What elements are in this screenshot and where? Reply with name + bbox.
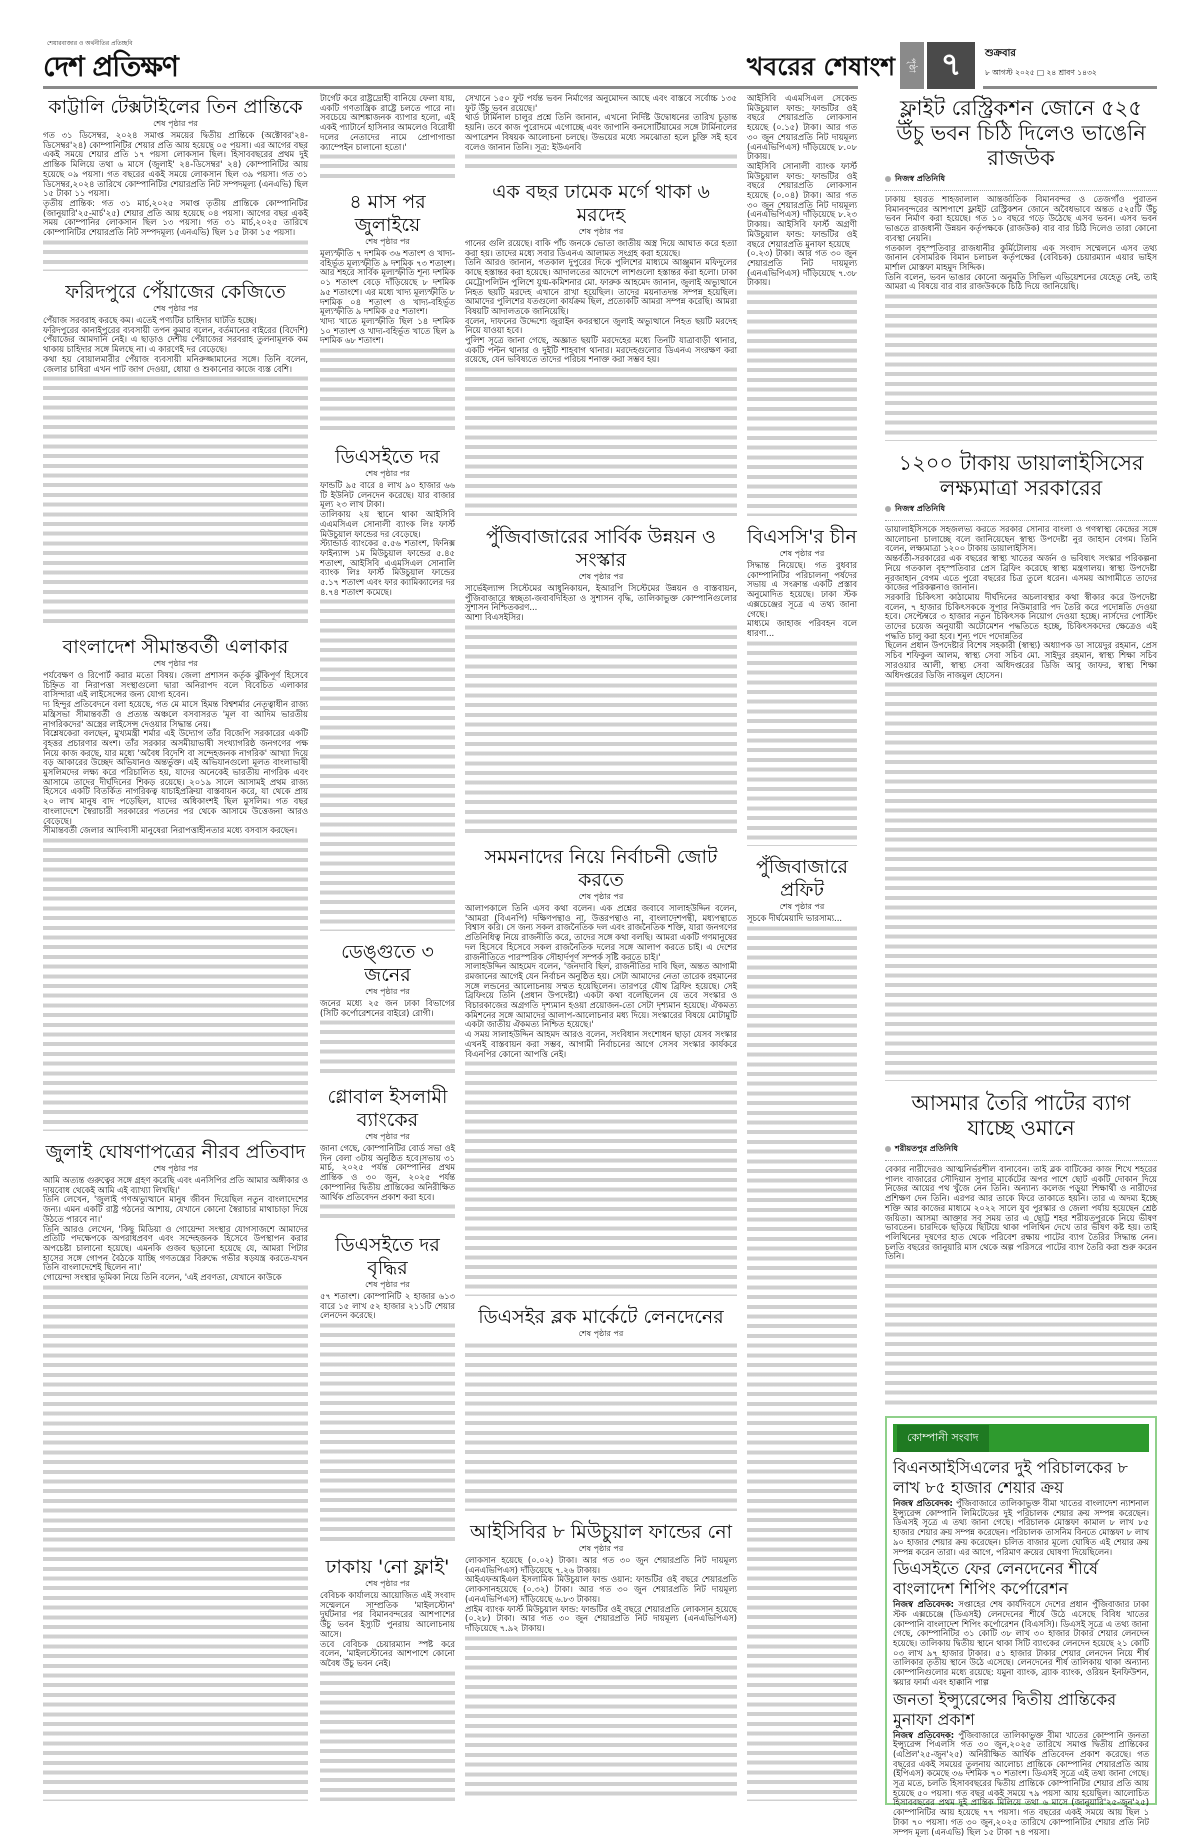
- continued-from-label: শেষ পৃষ্ঠার পর: [153, 659, 198, 668]
- paragraph: থার্ড টার্মিনাল চালুর প্রশ্নে তিনি জানান, এখনো নির্দিষ্ট উদ্বোধনের তারিখ চূড়ান্ত হয়নি। তবে কাজ পুরোদমে এগোচ্ছে এবং জাপানি কনসোর্টিয়ামের সঙ্গে টার্মিনালের অপারেশন বিষয়ক আলোচনা চলছে। উভয়ের মধ্যে সমঝোতা হলে চুক্তি সই হবে বলেও জানান তিনি। সূত্র: ইউএনবি: [465, 112, 737, 152]
- news-story: [465, 840, 737, 1300]
- company-news-text: [893, 1600, 1149, 1687]
- text-lines: [747, 924, 857, 1801]
- paragraph: গোয়েন্দা সংস্থার ভূমিকা নিয়ে তিনি বলেন, 'এই প্রবণতা, যেখানে কাউকে: [43, 1272, 282, 1283]
- headline: ৪ মাস পর জুলাইয়ে: [349, 191, 426, 236]
- tagline: শেয়ারবাজার ও অর্থনীতির প্রতিচ্ছবি: [47, 40, 133, 47]
- paragraph: সার্ভেইল্যান্স সিস্টেমের আধুনিকায়ন, ইআরপি সিস্টেমের উন্নয়ন ও বাস্তবায়ন, পুঁজিবাজারে স্বচ্ছতা-জবাবদিহিতা ও সুশাসন বৃদ্ধি, তালিকাভুক্ত কোম্পানিগুলোর সুশাসন নিশ্চিতকরণ...: [465, 583, 737, 613]
- paragraph: গতকাল বৃহস্পতিবার রাজধানীর কুর্মিটোলায় এক সংবাদ সম্মেলনে এসব তথ্য জানান বেসামরিক বিমান চলাচল কর্তৃপক্ষের (বেবিচক) চেয়ারম্যান এয়ার ভাইস মার্শাল মোস্তফা মাহমুদ সিদ্দিক।: [885, 242, 1157, 272]
- headline: সমমনাদের নিয়ে নির্বাচনী জোট করতে: [484, 846, 718, 891]
- continued-from-label: শেষ পৃষ্ঠার পর: [365, 237, 410, 246]
- paragraph: ঢাকায় হযরত শাহজালাল আন্তর্জাতিক বিমানবন্দর ও তেজগাঁও পুরাতন বিমানবন্দরের আশপাশে ফ্লাইট রেস্ট্রিকশন জোনে অবৈধভাবে অন্তত ৫২৫টি উঁচু ভবন নির্মাণ করা হয়েছে। গত ১০ বছরে গড়ে উঠেছে এসব ভবন। এসব ভবন ভাঙতে রাজধানী উন্নয়ন কর্তৃপক্ষকে (রাজউক) বার বার চিঠি দিলেও তারা কোনো ব্যবস্থা নেয়নি।: [885, 194, 1157, 243]
- headline: বিএসসি'র চীন: [747, 526, 857, 548]
- paragraph: ছিলেন প্রধান উপদেষ্টার বিশেষ সহকারী (স্বাস্থ্য) অধ্যাপক ডা সায়েদুর রহমান, প্রেস সচিব শফিকুল আলম, স্বাস্থ্য সেবা সচিব মো. সাইদুর রহমান, স্বাস্থ্য শিক্ষা সচিব সারওয়ার আলী, স্বাস্থ্য সেবা অধিদপ্তরের ডিজি আবু জাফর, স্বাস্থ্য শিক্ষা অধিদপ্তরের ডিজি নাজমুল হোসেন।: [885, 640, 1157, 680]
- paragraph: তৃতীয় প্রান্তিক: গত ৩১ মার্চ,২০২৫ সমাপ্ত তৃতীয় প্রান্তিকে কোম্পানিটির (জানুয়ারি'২৫-মার্চ'২৫) শেয়ার প্রতি আয় হয়েছে ০৪ পয়সা। আগের বছর একই সময় কোম্পানির লোকসান ছিল ১৩ পয়সা। গত ৩১ মার্চ,২০২৫ তারিখে কোম্পানিটির শেয়ারপ্রতি নিট সম্পদমূল্য (এনএভি) ছিল ১৫ টাকা ১৫ পয়সা।: [43, 197, 308, 238]
- byline: [885, 171, 1157, 191]
- text-lines: [43, 374, 308, 626]
- story-continuation: [320, 90, 455, 185]
- paragraph: বিশ্লেষকেরা বলছেন, মুখ্যমন্ত্রী শর্মার এই উদ্যোগ তাঁর বিজেপি সরকারের একটি বৃহত্তর প্রচারণার অংশ। তাঁর সরকার অসমীয়াভাষী সংখ্যাগরিষ্ঠ জনগণের পক্ষ নিয়ে কাজ করছে, যার মধ্যে 'অবৈধ বিদেশি বা সন্দেহজনক নাগরিক' আখ্যা দিয়ে বড় আকারের উচ্ছেদ অভিযানও অন্তর্ভুক্ত। এই অভিযানগুলো মূলত বাংলাভাষী মুসলিমদের লক্ষ্য করে পরিচালিত হয়, যাদের অনেকেই ভারতীয় নাগরিক এবং আসামে তাদের দীর্ঘদিনের শিকড় রয়েছে। ২০১৯ সালে আসামই প্রথম রাজ্য হিসেবে একটি বিতর্কিত নাগরিকত্ব যাচাইপ্রক্রিয়া বাস্তবায়ন করে, যা থেকে প্রায় ২০ লাখ মানুষ বাদ পড়েছিল, যাদের অধিকাংশই ছিল মুসলিম। গত বছর বাংলাদেশে স্বৈরাচারী সরকারের পতনের পর থেকে আসামে উত্তেজনা আরও বেড়েছে।: [43, 728, 308, 826]
- continued-from-label: শেষ পৃষ্ঠার পর: [153, 1164, 198, 1173]
- text-lines: [465, 1634, 737, 1801]
- paragraph: জনের মধ্যে ২৫ জন ঢাকা বিভাগের (সিটি কর্পোরেশনের বাইরে) রোগী।: [320, 998, 455, 1018]
- paragraph: আইএফআইএল ইসলামিক মিউচুয়াল ফান্ড ওয়ান: ফান্ডটির ওই বছরে শেয়ারপ্রতি লোকসানহয়েছে (০.৩২) টাকা। আর গত ৩০ জুন শেয়ারপ্রতি নিট দায়মূল্য (এনএভিপিএস) দাঁড়িয়েছে ৬.৮৩ টাকায়।: [465, 1574, 737, 1604]
- paragraph: সেখানে ১৫০ ফুট পর্যন্ত ভবন নির্মাণের অনুমোদন আছে এবং বাস্তবে সর্বোচ্চ ১৩৫ ফুট উঁচু ভবন রয়েছে।': [465, 93, 737, 113]
- paragraph: অন্তর্বর্তী-সরকারের এক বছরের স্বাস্থ্য খাতের অর্জন ও ভবিষ্যৎ সংস্কার পরিকল্পনা নিয়ে গতকাল বৃহস্পতিবার প্রেস ব্রিফিং করেছে স্বাস্থ্য মন্ত্রণালয়। স্বাস্থ্য উপদেষ্টা নূরজাহান বেগম এতে পুরো বছরের চিত্র তুলে ধরেন। এসময় আগামীতে তাদের কাজের পরিকল্পনাও জানান।: [885, 553, 1157, 593]
- paragraph: প্রাইম ব্যাংক ফার্স্ট মিউচুয়াল ফান্ড: ফান্ডটির ওই বছরে শেয়ারপ্রতি লোকসান হয়েছে (০.২৮) টাকা। আর গত ৩০ জুন শেয়ারপ্রতি নিট দায়মূল্য (এনএভিপিএস) দাঁড়িয়েছে ৭.৯২ টাকায়।: [465, 1603, 737, 1633]
- news-body: পুঁজিবাজারে তালিকাভুক্ত বীমা খাতের কোম্পানি জনতা ইন্স্যুরেন্স পিএলসি গত ৩০ জুন,২০২৫ তারিখে সমাপ্ত দ্বিতীয় প্রান্তিকের (এপ্রিল'২৫-জুন'২৫) অনিরীক্ষিত আর্থিক প্রতিবেদন প্রকাশ করেছে। গত বছরের একই সময়ের তুলনায় আলোচ্য প্রান্তিকে কোম্পানির শেয়ারপ্রতি আয় (ইপিএস) কমেছে ৩৬ দশমিক ৭০ শতাংশ। ডিএসই সূত্রে এই তথ্য জানা গেছে। সূত্র মতে, চলতি হিসাববছরের দ্বিতীয় প্রান্তিকে কোম্পানিটির শেয়ার প্রতি আয় হয়েছে ৫০ পয়সা। গত বছর একই সময়ে ৭৯ পয়সা আয় হয়েছিল। আলোচিত হিসাববছরের প্রথম দুই প্রান্তিক মিলিয়ে তথা ৬ মাসে (জানুয়ারি'২৫-জুন'২৫) কোম্পানিটির আয় হয়েছে ৭৭ পয়সা। গত বছরের একই সময়ে আয় ছিল ১ টাকা ৭০ পয়সা। গত ৩০ জুন,২০২৫ তারিখে কোম্পানিটির শেয়ার প্রতি নিট সম্পদ মূল্য (এনএভি) ছিল ১৫ টাকা ৭৪ পয়সা।: [893, 1729, 1150, 1837]
- continued-from-label: শেষ পৃষ্ঠার পর: [779, 549, 825, 558]
- paragraph: তিনি বলেন, ভবন ভাঙার কোনো অনুমতি সিভিল এভিয়েশনের যেহেতু নেই, তাই আমরা এ বিষয়ে বার বার রাজউককে চিঠি দিয়ে জানিয়েছি।: [885, 271, 1157, 292]
- headline: বাংলাদেশ সীমান্তবর্তী এলাকার: [62, 636, 289, 658]
- paragraph: জানা গেছে, কোম্পানিটির বোর্ড সভা ওই দিন বেলা ৩টায় অনুষ্ঠিত হবে।সভায় ৩১ মার্চ, ২০২৫ পর্যন্ত কোম্পানির প্রথম প্রান্তিক ও ৩০ জুন, ২০২৫ পর্যন্ত কোম্পানির দ্বিতীয় প্রান্তিকের অনিরীক্ষিত আর্থিক প্রতিবেদন প্রকাশ করা হবে।: [320, 1143, 455, 1202]
- text-lines: [320, 1321, 455, 1546]
- header-rule: [43, 86, 858, 89]
- headline: ডিএসইতে দর: [335, 446, 440, 468]
- section-title: খবরের শেষাংশ: [746, 52, 895, 81]
- column-5: [885, 90, 1157, 1837]
- bullet-icon: [885, 506, 891, 512]
- story-continuation: [747, 90, 857, 520]
- continued-from-label: শেষ পৃষ্ঠার পর: [578, 1329, 624, 1338]
- text-lines: [320, 1018, 455, 1076]
- news-story: [465, 520, 737, 840]
- paragraph: আমি অত্যন্ত গুরুত্বের সঙ্গে গ্রহণ করেছি এবং এনসিপির প্রতি আমার অঙ্গীকার ও দায়বোধ থেকেই আমি এই ব্যাখ্যা লিখছি।': [43, 1175, 308, 1195]
- text-lines: [43, 238, 308, 271]
- continued-from-label: শেষ পৃষ্ঠার পর: [365, 987, 410, 996]
- text-lines: [465, 152, 737, 171]
- company-news-header: [893, 1424, 1149, 1452]
- text-lines: [320, 1202, 455, 1224]
- paragraph: বেবিচক কার্যালয়ে আয়োজিত এই সংবাদ সম্মেলনে সাম্প্রতিক 'মাইলস্টোন' দুর্ঘটনার পর বিমানবন্দরের আশপাশের উঁচু ভবন ইস্যুটি পুনরায় আলোচনায় আসে।: [320, 1590, 455, 1639]
- headline: গ্লোবাল ইসলামী ব্যাংকের: [327, 1086, 448, 1131]
- byline-text: শরীয়তপুর প্রতিনিধি: [895, 1144, 958, 1153]
- reporter-label: নিজস্ব প্রতিবেদক:: [893, 1599, 955, 1610]
- bullet-icon: [885, 176, 891, 182]
- byline: [885, 501, 1157, 521]
- newspaper-logo: দেশ প্রতিক্ষণ: [43, 50, 178, 83]
- paragraph: টার্গেট করে রাষ্ট্রদ্রোহী বানিয়ে ফেলা যায়, একটি গণতান্ত্রিক রাষ্ট্রে চলতে পারে না। সবচেয়ে আশঙ্কাজনক ব্যাপার হলো, এই একই প্যাটার্নে হাসিনার আমলেও বিরোধী দলের নেতাদের নামে প্রোপাগান্ডা ক্যাম্পেইন চালানো হতো।': [320, 93, 455, 152]
- text-lines: [320, 346, 455, 436]
- headline: ১২০০ টাকায় ডায়ালাইসিসের লক্ষ্যমাত্রা সরকারের: [898, 451, 1144, 500]
- paragraph: সিদ্ধান্ত নিয়েছে। গত বুধবার কোম্পানিটির পরিচালনা পর্ষদের সভায় এ সংক্রান্ত একটি প্রস্তাব অনুমোদিত হয়েছে। ঢাকা স্টক এক্সচেঞ্জের সূত্রে এ তথ্য জানা গেছে।: [747, 560, 857, 619]
- paragraph: ডায়ালাইসিসকে সহজলভ্য করতে সরকার সোনার বাংলা ও গণস্বাস্থ্য কেন্দ্রের সঙ্গে আলোচনা চালাচ্ছে বলে জানিয়েছেন স্বাস্থ্য উপদেষ্টা নুর জাহান বেগম। তিনি বলেন, লক্ষ্যমাত্রা ১২০০ টাকায় ডায়ালাইসিস।: [885, 524, 1157, 554]
- paragraph: তালিকায় ২য় স্থানে থাকা আইসিবি এএমসিএল সোনালী ব্যাংক লিঃ ফার্স্ট মিউচুয়াল ফান্ডের দর বেড়েছে।: [320, 509, 455, 539]
- header-rule: [983, 86, 1157, 89]
- paragraph: আলাপকালে তিনি এসব কথা বলেন। এক প্রশ্নের জবাবে সালাহউদ্দিন বলেন, 'আমরা (বিএনপি) দক্ষিণপন্থাও না, উত্তরপন্থাও না, বাংলাদেশপন্থী, মধ্যপন্থাতে বিশ্বাস করি। সে জন্য সকল রাজনৈতিক দল এবং রাজনৈতিক শক্তি, যারা জনগণের প্রতিনিধিত্ব নিয়ে রাজনীতি করে, তাদের সঙ্গে কথা বলছি। আমরা একটি গণমানুষের দল হিসেবে হিসেবে সকল রাজনৈতিক দলের সঙ্গে আলাপ করতে চাই। এ দেশের রাজনীতিতে পারস্পরিক সৌহার্দপূর্ণ সম্পর্ক সৃষ্টি করতে চাই।': [465, 903, 737, 962]
- news-story: [43, 275, 308, 630]
- paragraph: পর্যবেক্ষণ ও রিপোর্ট করার মতো বিষয়। জেলা প্রশাসন কর্তৃক ঝুঁকিপূর্ণ হিসেবে চিহ্নিত বা নিরাপত্তা সংস্থাগুলো দ্বারা অনিরাপদ বলে বিবেচিত এলাকার বাসিন্দারা এই লাইসেন্সের জন্য যোগ্য হবেন।: [43, 670, 308, 700]
- continued-from-label: শেষ পৃষ্ঠার পর: [365, 469, 410, 478]
- paragraph: পুলিশ সূত্রে জানা গেছে, অজ্ঞাত ছয়টি মরদেহের মধ্যে তিনটি যাত্রাবাড়ী থানার, একটি পল্টন থানার ও দুইটি শাহবাগ থানার। মরদেহগুলোর ডিএনএ সংরক্ষণ করা রয়েছে, যেন ভবিষ্যতে তাদের পরিচয় শনাক্ত করা সম্ভব হয়।: [465, 335, 737, 365]
- company-news-title: কোম্পানী সংবাদ: [897, 1425, 989, 1452]
- continued-from-label: শেষ পৃষ্ঠার পর: [578, 227, 624, 236]
- paragraph: খাদ্য খাতে মূল্যস্ফীতি ছিল ১৪ দশমিক ১০ শতাংশ ও খাদ্য-বহির্ভূত খাতে ছিল ৯ দশমিক ৬৮ শতাংশ।: [320, 315, 455, 346]
- news-story: [747, 520, 857, 850]
- reporter-label: নিজস্ব প্রতিবেদক:: [893, 1498, 953, 1508]
- text-lines: [885, 1262, 1157, 1406]
- paragraph: তিনি আরও লেখেন, 'কিছু মিডিয়া ও গোয়েন্দা সংস্থার যোগসাজশে আমাদের প্রতিটি পদক্ষেপকে অপরাধপ্রবণ এবং সন্দেহজনক হিসেবে উপস্থাপন করার অপচেষ্টা চালানো হয়েছে। এমনকি গুজব ছড়ানো হয়েছে যে, আমরা পিটার হাসের সঙ্গে গোপন বৈঠকে যাচ্ছি গণতন্ত্রের বিরুদ্ধে গভীর ষড়যন্ত্র করতে-যখন তিনি বাংলাদেশেই ছিলেন না।': [43, 1223, 308, 1273]
- text-lines: [747, 639, 857, 846]
- paragraph: সালাহউদ্দিন আহমেদ বলেন, 'জনদাবি ছিল, রাজনীতির দাবি ছিল, অন্তত আগামী রমজানের আগেই যেন নির্বাচন অনুষ্ঠিত হয়। সেটা আমাদের নেতা তারেক রহমানের সঙ্গে লন্ডনের আলোচনায় সম্মত হয়েছিলেন। তারপরে যৌথ ব্রিফিং হয়েছে। সেই ব্রিফিংয়ে তিনি (প্রধান উপদেষ্টা) একটা কথা বলেছিলেন যে তবে সংস্কার ও বিচারকাজের অগ্রগতি দৃশ্যমান হওয়া প্রয়োজন-তো সেটা দৃশ্যমান হয়েছে। ঐকমত্য কমিশনের সঙ্গে আমাদের আলাপ-আলোচনার মধ্য দিয়ে। সংস্কারের বিষয়ে মোটামুটি একটা জাতীয় ঐকমত্য নিশ্চিত হয়েছে।': [465, 961, 737, 1030]
- news-body: সপ্তাহের শেষ কার্যদিবসে দেশের প্রধান পুঁজিবাজার ঢাকা স্টক এক্সচেঞ্জে (ডিএসই) লেনদেনের শীর্ষে উঠে এসেছে বিবিধ খাতের কোম্পানি বাংলাদেশ শিপিং কর্পোরেশন (বিএসসি)। ডিএসই সূত্রে এ তথ্য জানা গেছে, কোম্পানিটির ৩১ কোটি ৩৮ লাখ ৩০ হাজার টাকার শেয়ার লেনদেন হয়েছে। তালিকায় দ্বিতীয় স্থানে থাকা সিটি ব্যাংকের লেনদেন হয়েছে ২১ কোটি ০৩ লাখ ৯৭ হাজার টাকার। ৫১ হাজার টাকার শেয়ার লেনদেন নিয়ে শীর্ষ তালিকার তৃতীয় স্থানে উঠে এসেছে। লেনদেনের শীর্ষ তালিকায় থাকা অন্যান্য কোম্পানিগুলোর মধ্যে রয়েছে: যমুনা ব্যাংক, ব্র্যাক ব্যাংক, ওরিয়ন ইনফিউশন, স্কয়ার ফার্মা এবং হাক্কানি পাল্প: [893, 1599, 1149, 1687]
- paragraph: সূচকে দীর্ঘমেয়াদি ভারসাম্য...: [747, 913, 843, 923]
- headline: পুঁজিবাজারে প্রফিট: [755, 856, 848, 901]
- headline: এক বছর ঢামেক মর্গে থাকা ৬ মরদেহ: [492, 181, 710, 226]
- headline: আইসিবির ৮ মিউচুয়াল ফান্ডের নো: [469, 1521, 733, 1543]
- continued-from-label: শেষ পৃষ্ঠার পর: [365, 1280, 410, 1289]
- story-continuation: [465, 90, 737, 175]
- continued-from-label: শেষ পৃষ্ঠার পর: [578, 1544, 624, 1553]
- column-4: [747, 90, 857, 1805]
- news-story: [320, 185, 455, 440]
- text-lines: [465, 1059, 737, 1296]
- headline: কাট্টালি টেক্সটাইলের তিন প্রান্তিকে: [48, 96, 303, 118]
- text-lines: [885, 292, 1157, 441]
- byline: [885, 1141, 1157, 1161]
- paragraph: এ সময় সালাহউদ্দিন আহমদ আরও বলেন, সংবিধান সংশোধন ছাড়া যেসব সংস্কার এখনই বাস্তবায়ন করা সম্ভব, আগামী নির্বাচনের আগে সেসব সংস্কার কার্যকরে বিএনপির কোনো আপত্তি নেই।: [465, 1029, 737, 1059]
- paragraph: ফান্ডটি ৯৫ বারে ৪ লাখ ৯০ হাজার ৬৬ টি ইউনিট লেনদেন করেছে। যার বাজার মূল্য ২৩ লাখ টাকা।: [320, 480, 455, 510]
- paragraph: কথা হয় বোয়ালমারীর পেঁয়াজ ব্যবসায়ী মনিরুজ্জামানের সঙ্গে। তিনি বলেন, জেলার চাষিরা এখন পাট জাগ দেওয়া, ধোয়া ও শুকানোর কাজে ব্যস্ত বেশি।: [43, 353, 308, 374]
- news-story: [320, 1228, 455, 1550]
- text-lines: [43, 1283, 308, 1801]
- text-lines: [320, 597, 455, 931]
- continued-from-label: শেষ পৃষ্ঠার পর: [578, 892, 624, 901]
- news-story: [43, 1135, 308, 1805]
- text-lines: [465, 1341, 737, 1511]
- company-news-box: [885, 1416, 1157, 1837]
- news-story: [465, 1515, 737, 1805]
- paragraph: গানের গুলি রয়েছে। বাকি পাঁচ জনকে ভোতা জাতীয় অস্ত্র দিয়ে আঘাত করে হত্যা করা হয়। তাদের মধ্যে সবার ডিএনএ আলামত সংগ্রহ করা হয়েছে।: [465, 238, 737, 258]
- paragraph: সীমান্তবর্তী জেলার আদিবাসী মানুষেরা নিরাপত্তাহীনতার মধ্যে বসবাস করছেন।: [43, 825, 298, 836]
- paragraph: তবে বেবিচক চেয়ারম্যান স্পষ্ট করে বলেন, 'মাইলস্টোনের আশপাশে কোনো অবৈধ উঁচু ভবন নেই।: [320, 1638, 455, 1668]
- news-story: [43, 630, 308, 1135]
- paragraph: স্ট্যান্ডার্ড ব্যাংকের ৫.৫৬ শতাংশ, ফিনিক্স ফাইন্যান্স ১ম মিউচুয়াল ফান্ডের ৫.৪৫ শতাংশ, আইসিবি এএমসিএল সোনালি ব্যাংক লিঃ ফার্স্ট মিউচুয়াল ফান্ডের ৫.১৭ শতাংশ এবং ফার ক্যামিক্যালের দর ৪.৭৪ শতাংশ কমেছে।: [320, 538, 455, 597]
- headline: ডিএসইর ব্লক মার্কেটে লেনদেনের: [478, 1306, 724, 1328]
- paragraph: আইসিবি সোনালী ব্যাংক ফার্স্ট মিউচুয়াল ফান্ড: ফান্ডটির ওই বছরে শেয়ারপ্রতি লোকসান হয়েছে (০.০৪) টাকা। আর গত ৩০ জুন শেয়ারপ্রতি নিট দায়মূল্য (এনএভিপিএস) দাঁড়িয়েছে ৮.২৩ টাকায়। আইসিবি ফার্স্ট অগ্রণী মিউচুয়াল ফান্ড: ফান্ডটির ওই বছরে শেয়ারপ্রতি মুনাফা হয়েছে: [747, 160, 857, 249]
- company-news-headline: জনতা ইন্স্যুরেন্সের দ্বিতীয় প্রান্তিকের মুনাফা প্রকাশ: [893, 1689, 1117, 1729]
- continued-from-label: শেষ পৃষ্ঠার পর: [153, 119, 198, 128]
- news-story: [465, 1300, 737, 1515]
- page-label: পৃষ্ঠা: [900, 42, 924, 89]
- column-3: [465, 90, 737, 1805]
- masthead: [43, 40, 1157, 90]
- text-lines: [43, 836, 308, 1131]
- company-news-headline: ডিএসইতে ফের লেনদেনের শীর্ষে বাংলাদেশ শিপিং কর্পোরেশন: [893, 1559, 1098, 1599]
- news-story: [320, 440, 455, 935]
- news-story: [885, 90, 1157, 445]
- paragraph: বলেন, দাফনের উদ্দেশ্যে জুরাইন কবরস্থানে জুলাই অভ্যুত্থানে নিহত ছয়টি মরদেহ নিয়ে যাওয়া হবে।: [465, 315, 737, 336]
- headline: পুঁজিবাজারের সার্বিক উন্নয়ন ও সংস্কার: [485, 526, 717, 571]
- headline: ডিএসইতে দর বৃদ্ধির: [335, 1234, 440, 1279]
- page-number: ৭: [927, 42, 975, 89]
- paragraph: মাধ্যমে জাহাজ পরিবহন বলে ধারণা...: [747, 618, 857, 638]
- news-story: [320, 1550, 455, 1805]
- paragraph: গত ৩১ ডিসেম্বর, ২০২৪ সমাপ্ত সময়ের দ্বিতীয় প্রান্তিকে (অক্টোবর'২৪-ডিসেম্বর'২৪) কোম্পানিটির শেয়ার প্রতি আয় হয়েছে ০৫ পয়সা। এর আগের বছর একই সময়ে শেয়ার প্রতি ১৭ পয়সা লোকসান ছিল। হিসাববছরের প্রথম দুই প্রান্তিক মিলিয়ে তথা ৬ মাসে (জুলাই' ২৪-ডিসেম্বর' ২৪) কোম্পানিটির আয় হয়েছে ০৯ পয়সা। গত বছরের একই সময়ে লোকসান ছিল ৩৯ পয়সা। গত ৩১ ডিসেম্বর,২০২৪ তারিখে কোম্পানিটির শেয়ারপ্রতি নিট সম্পদমূল্য (এনএভি) ছিল ১৫ টাকা ১১ পয়সা।: [43, 130, 308, 199]
- headline: ফরিদপুরে পেঁয়াজের কেজিতে: [65, 281, 286, 303]
- headline: ঢাকায় 'নো ফ্লাই': [325, 1556, 450, 1578]
- headline: ডেঙ্গুতে ৩ জনের: [341, 941, 434, 986]
- continued-from-label: শেষ পৃষ্ঠার পর: [365, 1579, 410, 1588]
- paragraph: তিনি লেখেন, 'জুলাই গণঅভ্যুত্থানে মানুষ জীবন দিয়েছিল নতুন বাংলাদেশের জন্য। এমন একটি রাষ্ট্র গঠনের আশায়, যেখানে কোনো স্বৈরাচার মাথাচাড়া দিয়ে উঠতে পারবে না।': [43, 1194, 308, 1224]
- paragraph: সরকারি চিকিৎসা কাঠামোয় দীর্ঘদিনের অচলাবস্থার কথা স্বীকার করে উপদেষ্টা বলেন, ৭ হাজার চিকিৎসককে সুপার নিউমারারি পদ তৈরি করে পদোন্নতি দেওয়া হবে। সেপ্টেম্বরে ৩ হাজার নতুন চিকিৎসক নিয়োগ দেওয়া হচ্ছে। নার্সদের পোস্টিং তাদের চয়েজ অনুযায়ী অটোমেশন পদ্ধতিতে হচ্ছে, চিকিৎসকদের ক্ষেত্রেও এই পদ্ধতি চালু করা হবে। শূন্য পদে পদোন্নতির: [885, 591, 1157, 641]
- text-lines: [885, 680, 1157, 1081]
- paragraph: আইসিবি এএমসিএল সেকেন্ড মিউচুয়াল ফান্ড: ফান্ডটির ওই বছরে শেয়ারপ্রতি লোকসান হয়েছে (০.১৫) টাকা। আর গত ৩০ জুন শেয়ারপ্রতি নিট দায়মূল্য (এনএভিপিএস) দাঁড়িয়েছে ৮.০৮ টাকায়।: [747, 93, 857, 162]
- company-news-headline: বিএনআইসিএলের দুই পরিচালকের ৮ লাখ ৮৫ হাজার শেয়ার ক্রয়: [893, 1458, 1128, 1497]
- bullet-icon: [885, 1146, 891, 1152]
- continued-from-label: শেষ পৃষ্ঠার পর: [365, 1132, 410, 1141]
- text-lines: [465, 365, 737, 516]
- paragraph: (০.২৩) টাকা। আর গত ৩০ জুন শেয়ারপ্রতি নিট দায়মূল্য (এনএভিপিএস) দাঁড়িয়েছে ৭.৩৮ টাকায়।: [747, 248, 857, 288]
- paragraph: বেকার নারীদেরও আত্মনির্ভরশীল বানাবেন। তাই ব্লক বাটিকের কাজ শিখে শহরের পালং বাজারের সৌদিয়ান সুপার মার্কেটের অপর পাশে ছোট একটি দোকান দিয়ে নিজের আয়ের পথ খুঁজে নেন তিনি। অন্যান্য কলেজ পড়ুয়া শিক্ষার্থী ও নারীদের প্রশিক্ষণ দেন তিনি। এরপর আর তাকে ফিরে তাকাতে হয়নি। তার এ অদম্য ইচ্ছে শক্তি আর কাজের মাধ্যমে ২০২২ সালে যুব পুরস্কার ও জেলা পর্যায় হয়েছেন শ্রেষ্ঠ জয়িতা। আসমা আক্তার সব সময় তার এ ছোট্ট শহর শরীয়তপুরকে নিয়ে ভীষণ ভাবতেন। চারদিকে ছড়িয়ে ছিটিয়ে থাকা পলিথিন দেখে তার ভীষণ কষ্ট হয়। তাই পলিথিনের দূষণের হাত থেকে পরিবেশ রক্ষায় পাটের ব্যাগ তৈরির সিদ্ধান্ত নেন। চলতি বছরের জানুয়ারি মাস থেকে অল্প পরিসরে পাটের ব্যাগ তৈরি করা শুরু করেন তিনি।: [885, 1164, 1157, 1262]
- byline-text: নিজস্ব প্রতিনিধি: [895, 174, 945, 183]
- text-lines: [320, 1669, 455, 1801]
- paragraph: দ্য হিন্দুর প্রতিবেদনে বলা হয়েছে, গত মে মাসে হিমন্ত বিশ্বশর্মার নেতৃত্বাধীন রাজ্য মন্ত্রিসভা সীমান্তবর্তী ও প্রত্যন্ত অঞ্চলে বসবাসরত 'মূল বা আদিম ভারতীয় নাগরিকদের' অস্ত্রের লাইসেন্স দেওয়ার সিদ্ধান্ত নেয়।: [43, 699, 308, 729]
- paragraph: লোকসান হয়েছে (০.০২) টাকা। আর গত ৩০ জুন শেয়ারপ্রতি নিট দায়মূল্য (এনএভিপিএস) দাঁড়িয়েছে ৭.২৬ টাকায়।: [465, 1555, 737, 1575]
- headline: আসমার তৈরি পাটের ব্যাগ যাচ্ছে ওমানে: [911, 1091, 1131, 1140]
- paragraph: তিনি আরও জানান, গতকাল দুপুরের দিকে পুলিশের মাধ্যমে আঞ্জুমান মফিদুলের কাছে হস্তান্তর করা হয়েছে। আদালতের আদেশে লাশগুলো হস্তান্তর করা হলো। ঢাকা মেট্রোপলিটন পুলিশে যুগ্ম-কমিশনার মো. ফারুক আহমেদ জানান, জুলাই অভ্যুত্থানে নিহত ছয়টি মরদেহ এখানে রাখা হয়েছিল। তাদের ময়নাতদন্ত সম্পন্ন হয়েছিল। আমাদের পুলিশের যতগুলো কার্যক্রম ছিল, প্রত্যেকটি আমরা সম্পন্ন করেছি। আমরা বিষয়টি আদালতকে জানিয়েছি।: [465, 257, 737, 316]
- news-story: [885, 445, 1157, 1085]
- news-story: [747, 850, 857, 1805]
- paragraph: ফরিদপুরের কানাইপুরের ব্যবসায়ী তপন কুমার বলেন, বর্তমানের বাইরের (বিদেশি) পেঁয়াজের আমদানি নেই। এ ছাড়াও দেশীয় পেঁয়াজের সরবরাহ তুলনামূলক কম থাকায় চাহিদার সঙ্গে মিলছে না। এ কারণেই দর বেড়েছে।: [43, 324, 308, 355]
- headline: ফ্লাইট রেস্ট্রিকশন জোনে ৫২৫ উঁচু ভবন চিঠি দিলেও ভাঙেনি রাজউক: [896, 96, 1146, 170]
- continued-from-label: শেষ পৃষ্ঠার পর: [779, 902, 825, 911]
- paragraph: আশা বিএসইসির।: [465, 612, 524, 623]
- headline: জুলাই ঘোষণাপত্রের নীরব প্রতিবাদ: [45, 1141, 306, 1163]
- news-story: [885, 1085, 1157, 1410]
- company-news-text: [893, 1731, 1149, 1838]
- column-2: [320, 90, 455, 1805]
- byline-text: নিজস্ব প্রতিনিধি: [895, 504, 945, 513]
- news-story: [43, 90, 308, 275]
- reporter-label: নিজস্ব প্রতিবেদক:: [893, 1729, 955, 1740]
- continued-from-label: শেষ পৃষ্ঠার পর: [153, 304, 198, 313]
- news-story: [465, 175, 737, 520]
- text-lines: [747, 288, 857, 516]
- paragraph: মূল্যস্ফীতি ৭ দশমিক ৩৬ শতাংশ ও খাদ্য-বহির্ভূত মূল্যস্ফীতি ৯ দশমিক ৭৩ শতাংশ। আর শহরে সার্বিক মূল্যস্ফীতি শূন্য দশমিক ০১ শতাংশ বেড়ে দাঁড়িয়েছে ৮ দশমিক ৯৫ শতাংশে। এর মধ্যে খাদ্য মূল্যস্ফীতি ৮ দশমিক ০৪ শতাংশ ও খাদ্য-বহির্ভূত মূল্যস্ফীতি ৯ দশমিক ৫৫ শতাংশ।: [320, 248, 455, 317]
- paragraph: ৫৭ শতাংশ। কোম্পানিটি ২ হাজার ৬১৩ বারে ১৫ লাখ ৫২ হাজার ২১১টি শেয়ার লেনদেন করেছে।: [320, 1291, 455, 1321]
- news-body: পুঁজিবাজারে তালিকাভুক্ত বীমা খাতের বাংলাদেশ ন্যাশনাল ইন্স্যুরেন্স কোম্পানি লিমিটেডের দুই পরিচালক শেয়ার ক্রয় সম্পন্ন করেছেন। ডিএসই সূত্রে এ তথ্য জানা গেছে। পরিচালক মোস্তফা কামাল ৮ লাখ ৮৫ হাজার শেয়ার ক্রয় সম্পন্ন করেছেন। পরিচালক তাসনিম বিনতে মোস্তফা ৮ লাখ ৯০ হাজার শেয়ার ক্রয় করেছেন। চলিত বাজার মূল্যে ঘোষিত এই শেয়ার ক্রয় সম্পন্ন করেন তারা। এর আগে, পরিমাণ ক্রয়ের ঘোষণা দিয়েছিলেন।: [893, 1498, 1150, 1557]
- text-lines: [465, 623, 737, 836]
- continued-from-label: শেষ পৃষ্ঠার পর: [578, 572, 624, 581]
- news-story: [320, 935, 455, 1080]
- text-lines: [320, 152, 455, 181]
- column-1: [43, 90, 308, 1805]
- news-story: [320, 1080, 455, 1228]
- company-news-text: [893, 1499, 1149, 1557]
- issue-day: শুক্রবার: [985, 48, 1016, 59]
- issue-date: ৮ আগস্ট ২০২৫ □ ২৪ শ্রাবণ ১৪৩২: [985, 68, 1097, 77]
- paragraph: পেঁয়াজ সরবরাহ করছে কম। এতেই পণ্যটির চাহিদার ঘাটতি হচ্ছে।: [43, 315, 257, 325]
